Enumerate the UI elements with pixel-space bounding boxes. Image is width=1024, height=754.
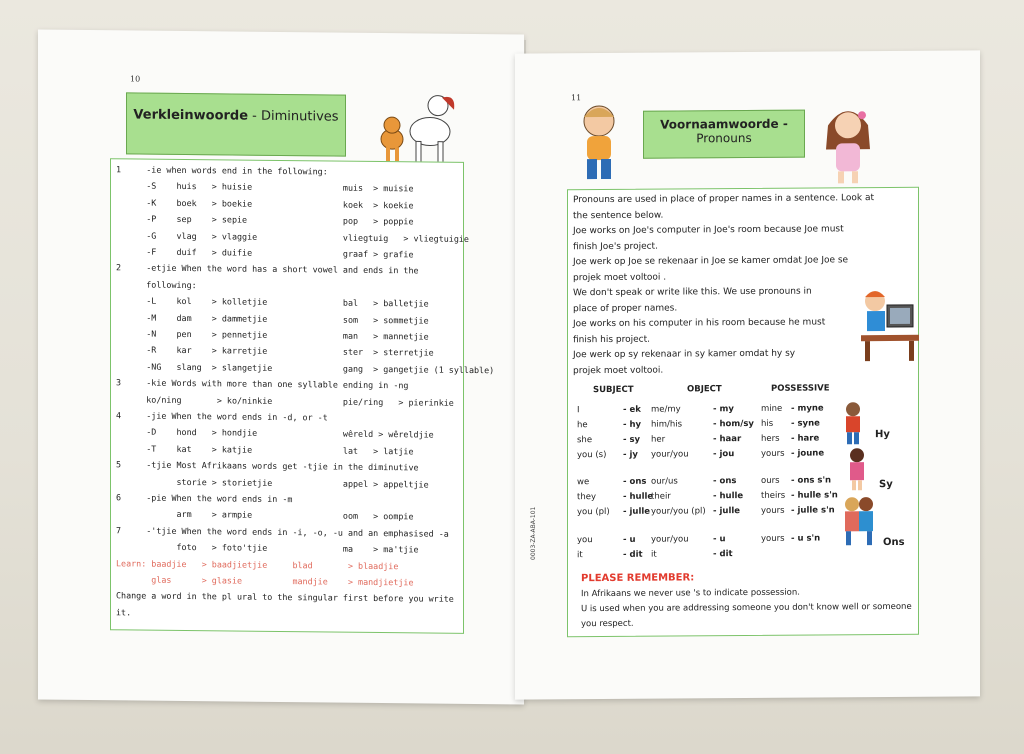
text-line: it [651,549,657,560]
text-line: - dit [623,549,643,560]
left-title-rest: - Diminutives [248,108,339,125]
text-line: - hulle [623,491,654,502]
side-code: 0003-ZA-ABA-101 [530,506,537,560]
text-line: OBJECT [687,384,722,395]
text-line: yours [761,448,785,459]
text-line: - julle s'n [791,505,835,516]
text-line: -S huis > huisie muis > muisie [116,180,414,194]
text-line: he [577,420,588,431]
boy-cartoon-icon [573,103,625,187]
text-line: - ons s'n [791,475,832,486]
text-line: I [577,405,580,416]
text-line: following: [116,279,197,290]
side-label-hy: Hy [875,429,890,441]
text-line: Joe works on Joe's computer in Joe's room because Joe must [573,224,844,237]
text-line: 7 -'tjie When the word ends in -i, -o, -u and an emphasised -a [116,525,449,539]
text-line: it [577,550,583,561]
right-page [515,50,980,699]
text-line: - jy [623,449,638,460]
text-line: -D hond > hondjie wêreld > wêreldjie [116,426,434,440]
text-line: projek moet voltooi . [573,272,667,283]
text-line: - syne [791,418,820,429]
text-line: his [761,418,774,429]
text-line: -G vlag > vlaggie vliegtuig > vliegtuigie [116,229,469,244]
horse-and-cat-icon [376,89,462,170]
text-line: Joe werk op sy rekenaar in sy kamer omdat hy sy [573,348,796,361]
text-line: 5 -tjie Most Afrikaans words get -tjie in the diminutive [116,459,419,473]
boy-at-computer-icon [857,287,923,365]
text-line: storie > storietjie appel > appeltjie [116,475,429,490]
text-line: - haar [713,434,742,445]
text-line: - hulle [713,491,744,502]
text-line: they [577,492,596,503]
text-line: SUBJECT [593,384,634,396]
text-line: you [577,535,593,546]
text-line: -K boek > boekie koek > koekie [116,197,414,211]
text-line: you (s) [577,449,607,461]
text-line: yours [761,533,785,544]
left-title-box [126,92,346,156]
text-line: -R kar > karretjie ster > sterretjie [116,344,434,358]
text-line: yours [761,505,785,516]
text-line: - hulle s'n [791,490,838,501]
text-line: your/you [651,534,689,545]
text-line: - sy [623,434,641,445]
right-title-line1: Voornaamwoorde - [660,116,788,132]
text-line: 6 -pie When the word ends in -m [116,492,293,505]
text-line: ko/ning > ko/ninkie pie/ring > pierinkie [116,393,454,408]
left-page [38,29,524,704]
text-line: Pronouns are used in place of proper names in a sentence. Look at [573,193,874,206]
left-page-number: 10 [130,74,141,84]
text-line: finish Joe's project. [573,241,658,252]
text-line: foto > foto'tjie ma > ma'tjie [116,541,419,555]
text-line: finish his project. [573,334,650,345]
left-title-bold: Verkleinwoorde [133,107,249,124]
text-line: - u [623,534,636,545]
text-line: -N pen > pennetjie man > mannetjie [116,328,429,342]
text-line: - julle [623,506,651,517]
text-line: their [651,491,671,502]
text-line: -NG slang > slangetjie gang > gangetjie (1 syllable) [116,361,495,376]
text-line: In Afrikaans we never use 's to indicate possession. [581,587,800,600]
text-line: We don't speak or write like this. We use pronouns in [573,286,812,299]
text-line: -T kat > katjie lat > latjie [116,443,414,457]
girl-figure-icon [845,447,869,491]
text-line: our/us [651,476,678,487]
text-line: - hom/sy [713,418,754,430]
text-line: 3 -kie Words with more than one syllable ending in -ng [116,377,409,391]
text-line: 1 -ie when words end in the following: [116,164,328,177]
text-line: - hare [791,433,820,444]
remember-title: PLEASE REMEMBER: [581,572,695,585]
text-line: Change a word in the pl ural to the singular first before you write [116,590,454,605]
text-line: me/my [651,404,681,415]
text-line: U is used when you are addressing someone you don't know well or someone [581,601,912,615]
text-line: Learn: baadjie > baadjietjie blad > blaadjie [116,557,399,571]
text-line: -L kol > kolletjie bal > balletjie [116,295,429,309]
text-line: - dit [713,549,733,560]
side-label-sy: Sy [879,478,893,491]
text-line: -F duif > duifie graaf > grafie [116,246,414,260]
text-line: the sentence below. [573,210,664,221]
text-line: we [577,477,590,488]
text-line: -P sep > sepie pop > poppie [116,213,414,227]
text-line: - ons [623,476,647,487]
text-line: place of proper names. [573,302,678,314]
right-title-line2: Pronouns [696,130,752,146]
pronouns-box [567,187,919,637]
text-line: - my [713,404,734,415]
text-line: - ek [623,404,641,415]
text-line: Joe works on his computer in his room because he must [573,317,826,330]
text-line: your/you (pl) [651,506,706,517]
text-line: glas > glasie mandjie > mandjietjie [116,574,414,588]
text-line: projek moet voltooi. [573,365,664,376]
text-line: your/you [651,449,689,460]
text-line: -M dam > dammetjie som > sommetjie [116,311,429,326]
text-line: her [651,434,666,445]
text-line: - u s'n [791,533,821,544]
text-line: - myne [791,403,824,414]
text-line: ours [761,475,780,486]
text-line: - julle [713,506,741,517]
text-line: she [577,435,593,446]
text-line: 4 -jie When the word ends in -d, or -t [116,410,328,423]
text-line: hers [761,433,780,444]
text-line: - ons [713,476,737,487]
side-label-ons: Ons [883,536,905,549]
text-line: 2 -etjie When the word has a short vowel and ends in the [116,262,419,276]
right-title-box [643,110,805,159]
text-line: - hy [623,419,642,430]
text-line: you (pl) [577,506,610,518]
text-line: mine [761,403,783,414]
girl-cartoon-icon [820,103,876,187]
text-line: it. [116,607,132,618]
text-line: Joe werk op Joe se rekenaar in Joe se kamer omdat Joe Joe se [573,255,849,268]
text-line: him/his [651,419,683,430]
right-page-number: 11 [571,93,582,103]
boy-figure-icon [841,401,865,445]
text-line: theirs [761,490,786,501]
text-line: - u [713,534,726,545]
text-line: - joune [791,448,825,459]
text-line: POSSESSIVE [771,383,830,394]
children-group-icon [843,495,875,547]
text-line: you respect. [581,618,634,630]
text-line: - jou [713,449,735,460]
text-line: arm > armpie oom > oompie [116,508,414,522]
